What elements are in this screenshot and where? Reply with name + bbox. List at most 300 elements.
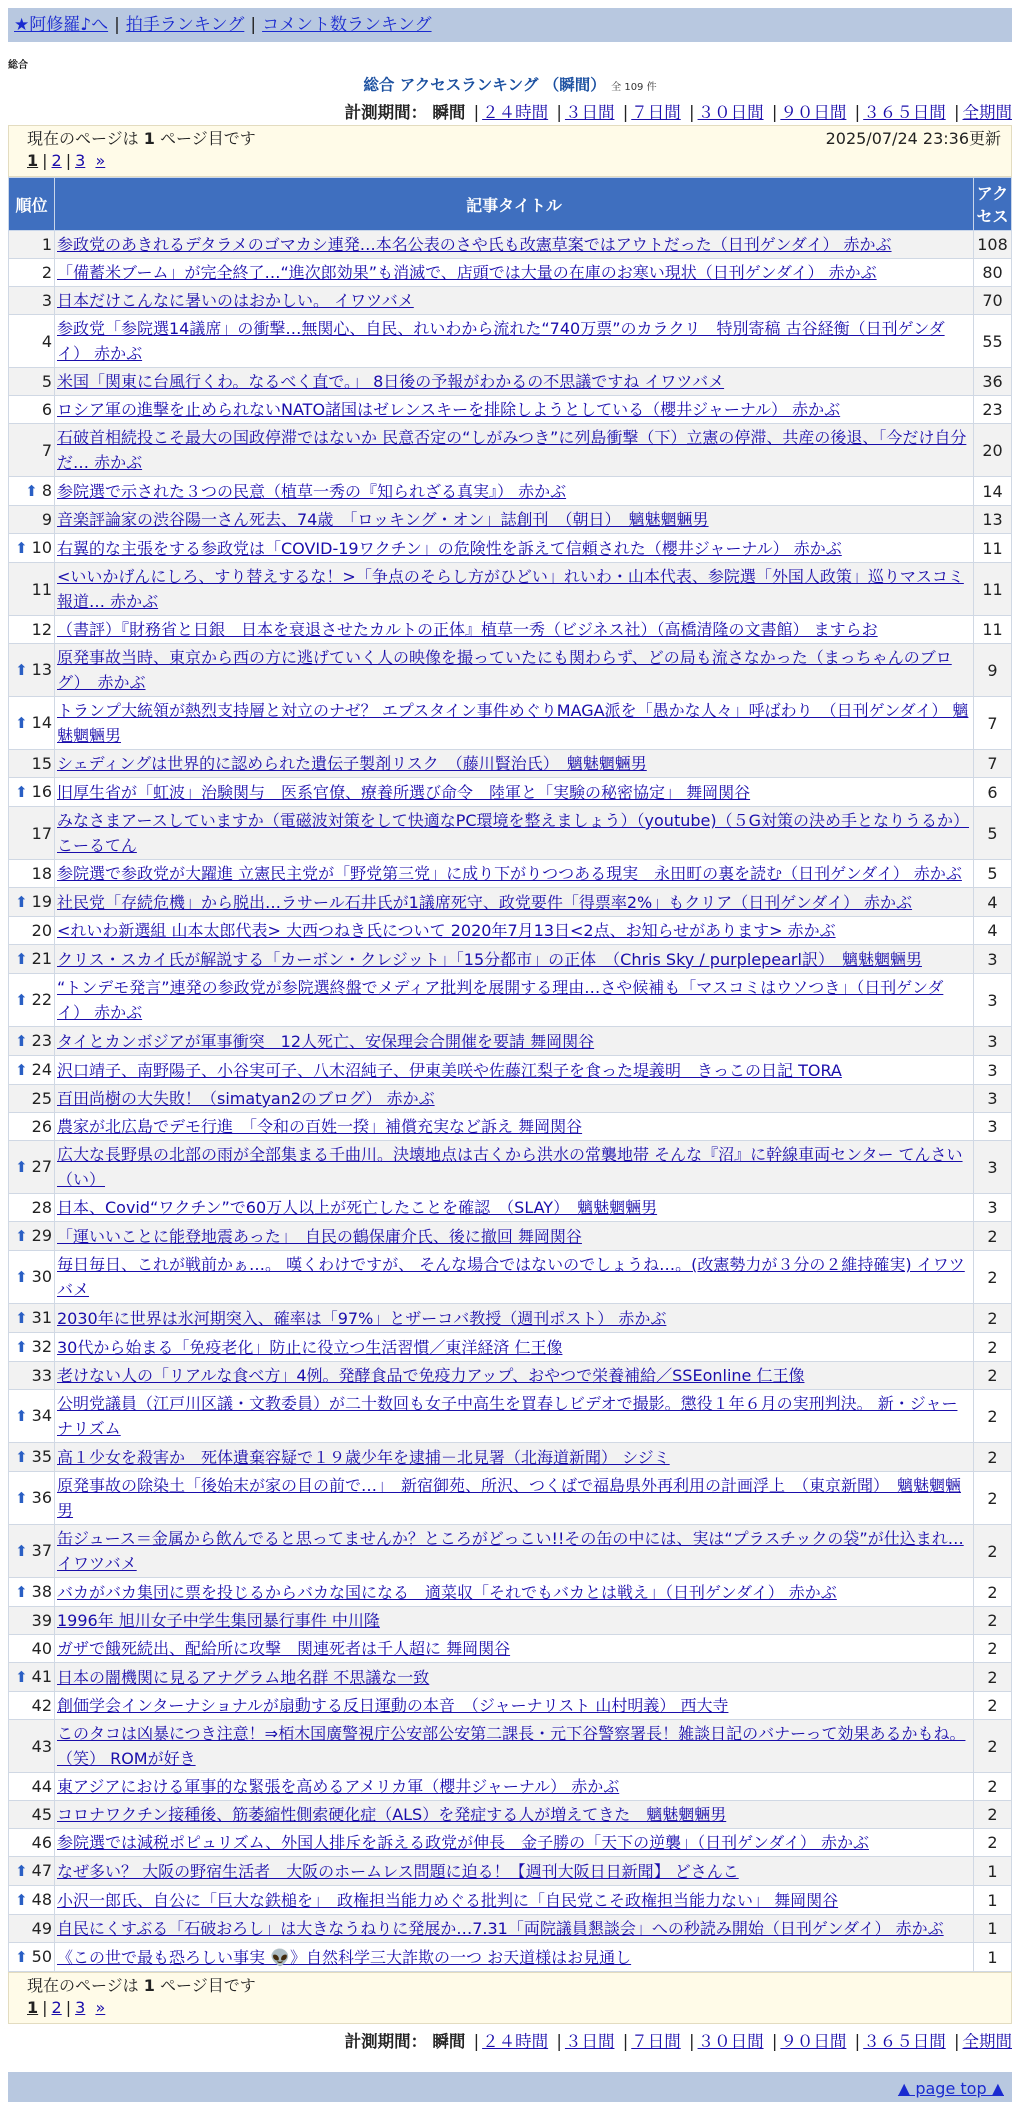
top-navigation (8, 8, 1012, 42)
ranking-count: 全 109 件 (611, 82, 657, 93)
table-row (9, 807, 1012, 860)
article-title-link[interactable]: シェディングは世界的に認められた遺伝子製剤リスク （藤川賢治氏） 魑魅魍魎男 (57, 754, 647, 773)
access-count: 14 (974, 477, 1012, 506)
period-selector-bottom: 計測期間： 瞬間 | ２４時間 | ３日間 | ７日間 | ３０日間 | ９０日間 | ３６５日間 | 全期間 (344, 2032, 1012, 2051)
article-title-link[interactable]: コロナワクチン接種後、筋萎縮性側索硬化症（ALS）を発症する人が増えてきた 魑魅魍魎男 (57, 1805, 727, 1824)
article-title-link[interactable]: 30代から始まる「免疫老化」防止に役立つ生活習慣／東洋経済 仁王像 (57, 1337, 563, 1357)
rank-cell (9, 945, 55, 974)
page-top-link[interactable]: ▲ page top ▲ (897, 2079, 1004, 2098)
article-title-link[interactable]: バカがバカ集団に票を投じるからバカな国になる 適菜収「それでもバカとは戦え」（日刊ゲンダイ） 赤かぶ (57, 1582, 837, 1602)
rank-number: 31 (31, 1308, 52, 1327)
table-row (9, 1085, 1012, 1113)
access-count: 2 (974, 1692, 1012, 1720)
rank-cell (9, 1857, 55, 1886)
rank-number: 47 (31, 1861, 52, 1880)
access-count: 2 (974, 1443, 1012, 1472)
access-count: 5 (974, 807, 1012, 860)
category-label: 総合 (8, 60, 28, 71)
table-row (9, 860, 1012, 888)
rank-cell (9, 424, 55, 477)
title-cell (55, 1472, 974, 1525)
page-status-box-top (8, 125, 1012, 177)
rank-cell (9, 563, 55, 616)
rank-number: 34 (31, 1406, 52, 1425)
title-cell (55, 974, 974, 1027)
title-cell (55, 534, 974, 563)
rank-number: 33 (31, 1366, 52, 1385)
rank-cell (9, 697, 55, 750)
access-count: 80 (974, 259, 1012, 287)
access-count: 2 (974, 1773, 1012, 1801)
pager-page-3[interactable]: 3 (75, 1998, 86, 2017)
rank-number: 15 (31, 754, 52, 773)
access-count: 2 (974, 1222, 1012, 1251)
article-title-link[interactable]: 参政党のあきれるデタラメのゴマカシ連発…本名公表のさや氏も改憲草案ではアウトだった（日刊ゲンダイ） 赤かぶ (57, 235, 892, 254)
title-cell (55, 945, 974, 974)
pager-current: 1 (27, 151, 39, 170)
article-title-link[interactable]: “トンデモ発言”連発の参政党が参院選終盤でメディア批判を展開する理由…さや候補も「マスコミはウソつき」（日刊ゲンダイ） 赤かぶ (57, 978, 944, 1022)
rank-up-arrow-icon: ⬆ (15, 714, 28, 732)
rank-up-arrow-icon: ⬆ (15, 1407, 28, 1425)
rank-number: 41 (31, 1667, 52, 1686)
rank-number: 28 (31, 1198, 52, 1217)
rank-number: 17 (31, 823, 52, 843)
rank-cell (9, 1141, 55, 1194)
rank-up-arrow-icon: ⬆ (15, 1061, 28, 1079)
article-title-link[interactable]: みなさまアースしていますか（電磁波対策をして快適なPC環境を整えましょう）（youtube)（５G対策の決め手となりうるか） こーるてん (57, 811, 969, 855)
rank-number: 16 (31, 782, 52, 801)
title-cell (55, 697, 974, 750)
rank-number: 25 (31, 1089, 52, 1108)
title-cell (55, 231, 974, 259)
rank-cell (9, 1333, 55, 1362)
rank-up-arrow-icon: ⬆ (15, 1948, 28, 1966)
rank-number: 3 (41, 291, 52, 310)
rank-number: 8 (41, 481, 52, 500)
rank-cell (9, 778, 55, 807)
access-count: 2 (974, 1663, 1012, 1692)
rank-number: 19 (31, 892, 52, 911)
rank-cell (9, 1886, 55, 1915)
access-count: 2 (974, 1801, 1012, 1829)
title-cell (55, 1141, 974, 1194)
period-7d-link[interactable]: ７日間 (631, 103, 681, 122)
rank-up-arrow-icon: ⬆ (15, 1309, 28, 1327)
rank-number: 42 (31, 1696, 52, 1715)
article-title-link[interactable]: 参院選で参政党が大躍進 立憲民主党が「野党第三党」に成り下がりつつある現実 永田町の裏を読む（日刊ゲンダイ） 赤かぶ (57, 864, 962, 883)
article-title-link[interactable]: タイとカンボジアが軍事衝突 12人死亡、安保理会合開催を要請 舞岡関谷 (57, 1031, 595, 1051)
ranking-table (8, 177, 1012, 1972)
table-row (9, 1886, 1012, 1915)
rank-number: 11 (31, 579, 52, 599)
title-cell (55, 424, 974, 477)
rank-cell (9, 1251, 55, 1304)
ranking-body (9, 231, 1012, 1972)
rank-number: 20 (31, 921, 52, 940)
article-title-link[interactable]: 毎日毎日、これが戦前かぁ…。 嘆くわけですが、 そんな場合ではないのでしょうね…。(改憲勢力が３分の２維持確実) イワツバメ (57, 1255, 965, 1299)
article-title-link[interactable]: （書評）『財務省と日銀 日本を衰退させたカルトの正体』植草一秀（ビジネス社）（高橋清隆の文書館） ますらお (57, 620, 878, 639)
page-title (0, 73, 1020, 95)
access-count: 3 (974, 1194, 1012, 1222)
table-row (9, 1915, 1012, 1943)
rank-cell (9, 917, 55, 945)
title-cell (55, 860, 974, 888)
article-title-link[interactable]: 参院選で示された３つの民意（植草一秀の『知られざる真実』） 赤かぶ (57, 481, 567, 501)
rank-number: 7 (41, 440, 52, 460)
article-title-link[interactable]: 百田尚樹の大失敗！（simatyan2のブログ） 赤かぶ (57, 1089, 435, 1108)
table-row (9, 1607, 1012, 1635)
article-title-link[interactable]: クリス・スカイ氏が解説する「カーボン・クレジット」「15分都市」の正体 （Chris Sky / purplepearl訳） 魑魅魍魎男 (57, 949, 922, 969)
article-title-link[interactable]: このタコは凶暴につき注意！⇒栢木国廣警視庁公安部公安第二課長・元下谷警察署長！雑談日記のバナーって効果あるかもね。（笑） ROMが好き (57, 1724, 966, 1768)
period-current: 瞬間 (432, 103, 466, 122)
table-row (9, 315, 1012, 368)
article-title-link[interactable]: ロシア軍の進撃を止められないNATO諸国はゼレンスキーを排除しようとしている（櫻井ジャーナル） 赤かぶ (57, 400, 841, 419)
access-count: 55 (974, 315, 1012, 368)
title-cell (55, 1578, 974, 1607)
title-cell (55, 1801, 974, 1829)
access-count: 7 (974, 750, 1012, 778)
article-title-link[interactable]: 社民党「存続危機」から脱出…ラサール石井氏が1議席死守、政党要件「得票率2%」もクリア（日刊ゲンダイ） 赤かぶ (57, 892, 913, 912)
title-cell (55, 888, 974, 917)
access-count: 1 (974, 1915, 1012, 1943)
rank-number: 29 (31, 1226, 52, 1245)
rank-up-arrow-icon: ⬆ (25, 482, 38, 500)
pager-page-2[interactable]: 2 (51, 151, 62, 170)
table-row (9, 424, 1012, 477)
article-title-link[interactable]: トランプ大統領が熱烈支持層と対立のナゼ？ エプスタイン事件めぐりMAGA派を「愚かな人々」呼ばわり （日刊ゲンダイ） 魑魅魍魎男 (57, 701, 969, 745)
access-count: 70 (974, 287, 1012, 315)
access-count: 11 (974, 534, 1012, 563)
access-count: 13 (974, 506, 1012, 534)
article-title-link[interactable]: 老けない人の「リアルな食べ方」4例。発酵食品で免疫力アップ、おやつで栄養補給／SSEonline 仁王像 (57, 1366, 805, 1385)
rank-up-arrow-icon: ⬆ (15, 1668, 28, 1686)
article-title-link[interactable]: 缶ジュース＝金属から飲んでると思ってませんか？ところがどっこい!!その缶の中には、実は“プラスチックの袋”が仕込まれ… イワツバメ (57, 1529, 964, 1573)
table-row (9, 396, 1012, 424)
access-count: 2 (974, 1390, 1012, 1443)
access-count: 2 (974, 1635, 1012, 1663)
rank-number: 23 (31, 1031, 52, 1050)
title-cell (55, 1085, 974, 1113)
access-count: 2 (974, 1251, 1012, 1304)
table-row (9, 1333, 1012, 1362)
access-count: 20 (974, 424, 1012, 477)
period-24h-link[interactable]: ２４時間 (482, 103, 549, 122)
rank-cell (9, 477, 55, 506)
rank-number: 32 (31, 1337, 52, 1356)
title-cell (55, 1915, 974, 1943)
rank-cell (9, 860, 55, 888)
access-count: 108 (974, 231, 1012, 259)
rank-number: 46 (31, 1833, 52, 1852)
table-row (9, 1251, 1012, 1304)
article-title-link[interactable]: 「運いいことに能登地震あった」 自民の鶴保庸介氏、後に撤回 舞岡関谷 (57, 1226, 582, 1246)
article-title-link[interactable]: 日本の闇機関に見るアナグラム地名群 不思議な一致 (57, 1667, 430, 1687)
rank-number: 5 (41, 372, 52, 391)
period-all-link[interactable]: 全期間 (962, 103, 1012, 122)
article-title-link[interactable]: 東アジアにおける軍事的な緊張を高めるアメリカ軍（櫻井ジャーナル） 赤かぶ (57, 1777, 620, 1796)
rank-cell (9, 1829, 55, 1857)
article-title-link[interactable]: 日本だけこんなに暑いのはおかしい。 イワツバメ (57, 291, 414, 310)
access-count: 1 (974, 1886, 1012, 1915)
article-title-link[interactable]: 創価学会インターナショナルが扇動する反日運動の本音 （ジャーナリスト 山村明義） 西大寺 (57, 1696, 729, 1715)
rank-cell (9, 315, 55, 368)
article-title-link[interactable]: 公明党議員（江戸川区議・文教委員）が二十数回も女子中高生を買春しビデオで撮影。懲役１年６月の実刑判決。 新・ジャーナリズム (57, 1394, 958, 1438)
separator: | (114, 15, 120, 35)
article-title-link[interactable]: ガザで餓死続出、配給所に攻撃 関連死者は千人超に 舞岡関谷 (57, 1639, 511, 1658)
pager-next[interactable]: » (95, 1998, 106, 2017)
table-row (9, 888, 1012, 917)
period-7d-link[interactable]: ７日間 (631, 2032, 681, 2051)
pager-page-3[interactable]: 3 (75, 151, 86, 170)
rank-cell (9, 1390, 55, 1443)
rank-cell (9, 1578, 55, 1607)
rank-number: 13 (31, 660, 52, 679)
table-row (9, 1857, 1012, 1886)
rank-cell (9, 1773, 55, 1801)
rank-number: 38 (31, 1582, 52, 1601)
title-cell (55, 563, 974, 616)
title-cell (55, 1362, 974, 1390)
table-row (9, 1113, 1012, 1141)
rank-number: 27 (31, 1157, 52, 1176)
rank-cell (9, 259, 55, 287)
access-count: 2 (974, 1578, 1012, 1607)
table-row (9, 259, 1012, 287)
period-30d-link[interactable]: ３０日間 (697, 2032, 764, 2051)
table-row (9, 506, 1012, 534)
rank-up-arrow-icon: ⬆ (15, 1489, 28, 1507)
rank-cell (9, 974, 55, 1027)
title-cell (55, 1829, 974, 1857)
access-count: 11 (974, 616, 1012, 644)
rank-cell (9, 1085, 55, 1113)
home-link[interactable]: ★阿修羅♪へ (14, 15, 109, 35)
rank-number: 45 (31, 1805, 52, 1824)
table-row (9, 778, 1012, 807)
article-title-link[interactable]: 原発事故の除染土「後始末が家の目の前で…」 新宿御苑、所沢、つくばで福島県外再利用の計画浮上 （東京新聞） 魑魅魍魎男 (57, 1476, 962, 1520)
title-cell (55, 315, 974, 368)
rank-number: 50 (31, 1947, 52, 1966)
rank-cell (9, 368, 55, 396)
pager-page-2[interactable]: 2 (51, 1998, 62, 2017)
rank-cell (9, 1635, 55, 1663)
access-count: 11 (974, 563, 1012, 616)
article-title-link[interactable]: <れいわ新選組 山本太郎代表> 大西つねき氏について 2020年7月13日<2点、お知らせがあります> 赤かぶ (57, 921, 836, 940)
article-title-link[interactable]: 参院選では減税ポピュリズム、外国人排斥を訴える政党が伸長 金子勝の「天下の逆襲」（日刊ゲンダイ） 赤かぶ (57, 1833, 869, 1852)
article-title-link[interactable]: <いいかげんにしろ、すり替えするな！>「争点のそらし方がひどい」れいわ・山本代表、参院選「外国人政策」巡りマスコミ報道… 赤かぶ (57, 567, 964, 611)
ranking-title: 総合 アクセスランキング （瞬間） (363, 76, 606, 94)
access-count: 2 (974, 1607, 1012, 1635)
rank-cell (9, 1027, 55, 1056)
article-title-link[interactable]: 広大な長野県の北部の雨が全部集まる千曲川。決壊地点は古くから洪水の常襲地帯 そんな『沼』に幹線車両センター てんさい（い） (57, 1145, 963, 1189)
access-count: 2 (974, 1720, 1012, 1773)
rank-number: 10 (31, 538, 52, 557)
access-count: 9 (974, 644, 1012, 697)
table-row (9, 644, 1012, 697)
rank-number: 43 (31, 1736, 52, 1756)
rank-cell (9, 1443, 55, 1472)
rank-number: 14 (31, 713, 52, 732)
period-24h-link[interactable]: ２４時間 (482, 2032, 549, 2051)
access-count: 2 (974, 1362, 1012, 1390)
rank-number: 49 (31, 1919, 52, 1938)
article-title-link[interactable]: 2030年に世界は氷河期突入、確率は「97%」とザーコバ教授（週刊ポスト） 赤かぶ (57, 1308, 667, 1328)
table-row (9, 1525, 1012, 1578)
rank-number: 12 (31, 620, 52, 639)
table-row (9, 1304, 1012, 1333)
access-count: 2 (974, 1333, 1012, 1362)
article-title-link[interactable]: 高１少女を殺害か 死体遺棄容疑で１９歳少年を逮捕－北見署（北海道新聞） シジミ (57, 1447, 670, 1467)
rank-number: 24 (31, 1060, 52, 1079)
rank-up-arrow-icon: ⬆ (15, 1227, 28, 1245)
table-row (9, 1390, 1012, 1443)
rank-number: 35 (31, 1447, 52, 1466)
article-title-link[interactable]: 日本、Covid“ワクチン”で60万人以上が死亡したことを確認 （SLAY） 魑魅魍魎男 (57, 1198, 658, 1217)
access-count: 36 (974, 368, 1012, 396)
rank-cell (9, 1194, 55, 1222)
updated-timestamp: 2025/07/24 23:36更新 (825, 129, 1001, 148)
table-header-row (9, 178, 1012, 231)
rank-cell (9, 807, 55, 860)
article-title-link[interactable]: 「備蓄米ブーム」が完全終了…“進次郎効果”も消滅で、店頭では大量の在庫のお寒い現状（日刊ゲンダイ） 赤かぶ (57, 263, 877, 282)
article-title-link[interactable]: 参政党「参院選14議席」の衝撃…無関心、自民、れいわから流れた“740万票”のカラクリ 特別寄稿 古谷経衡（日刊ゲンダイ） 赤かぶ (57, 319, 945, 363)
article-title-link[interactable]: 《この世で最も恐ろしい事実 👽》自然科学三大詐欺の一つ お天道様はお見通し (57, 1947, 632, 1967)
rank-cell (9, 616, 55, 644)
article-title-link[interactable]: 石破首相続投こそ最大の国政停滞ではないか 民意否定の“しがみつき”に列島衝撃（下）立憲の停滞、共産の後退、「今だけ自分だ… 赤かぶ (57, 428, 967, 472)
period-90d-link[interactable]: ９０日間 (780, 103, 847, 122)
title-cell (55, 1194, 974, 1222)
title-cell (55, 1635, 974, 1663)
title-cell (55, 1304, 974, 1333)
title-cell (55, 368, 974, 396)
pager-current: 1 (27, 1998, 39, 2017)
title-cell (55, 1251, 974, 1304)
title-cell (55, 1056, 974, 1085)
pagination-top: 1 | 2 | 3 » (27, 151, 106, 170)
title-cell (55, 1720, 974, 1773)
current-page-text: 現在のページは 1 ページ目です (27, 129, 256, 148)
access-count: 1 (974, 1943, 1012, 1972)
rank-number: 4 (41, 331, 52, 351)
period-90d-link[interactable]: ９０日間 (780, 2032, 847, 2051)
article-title-link[interactable]: 沢口靖子、南野陽子、小谷実可子、八木沼純子、伊東美咲や佐藤江梨子を食った堤義明 きっこの日記 TORA (57, 1060, 842, 1080)
rank-cell (9, 1222, 55, 1251)
table-row (9, 534, 1012, 563)
current-page-text: 現在のページは 1 ページ目です (27, 1976, 256, 1995)
article-title-link[interactable]: 小沢一郎氏、自公に「巨大な鉄槌を」 政権担当能力めぐる批判に「自民党こそ政権担当能力ない」 舞岡関谷 (57, 1890, 839, 1910)
period-all-link[interactable]: 全期間 (962, 2032, 1012, 2051)
rank-number: 26 (31, 1117, 52, 1136)
rank-cell (9, 1801, 55, 1829)
rank-cell (9, 888, 55, 917)
title-cell (55, 807, 974, 860)
separator: | (250, 15, 257, 35)
article-title-link[interactable]: 右翼的な主張をする参政党は「COVID-19ワクチン」の危険性を訴えて信頼された（櫻井ジャーナル） 赤かぶ (57, 538, 842, 558)
access-count: 2 (974, 1829, 1012, 1857)
rank-up-arrow-icon: ⬆ (15, 1542, 28, 1560)
rank-cell (9, 1304, 55, 1333)
article-title-link[interactable]: 1996年 旭川女子中学生集団暴行事件 中川隆 (57, 1611, 380, 1630)
article-title-link[interactable]: 米国「関東に台風行くわ。なるべく直で。」 8日後の予報がわかるの不思議ですね イワツバメ (57, 372, 725, 391)
access-count: 3 (974, 1113, 1012, 1141)
rank-cell (9, 1472, 55, 1525)
comment-ranking-link[interactable]: コメント数ランキング (262, 15, 432, 35)
period-365d-link[interactable]: ３６５日間 (863, 2032, 946, 2051)
table-row (9, 1829, 1012, 1857)
table-row (9, 1056, 1012, 1085)
rank-up-arrow-icon: ⬆ (15, 1891, 28, 1909)
rank-up-arrow-icon: ⬆ (15, 893, 28, 911)
access-count: 3 (974, 1085, 1012, 1113)
period-label: 計測期間： (344, 103, 428, 122)
rank-cell (9, 1663, 55, 1692)
title-cell (55, 396, 974, 424)
rank-up-arrow-icon: ⬆ (15, 1338, 28, 1356)
table-row (9, 1692, 1012, 1720)
access-count: 3 (974, 974, 1012, 1027)
rank-cell (9, 231, 55, 259)
table-row (9, 1943, 1012, 1972)
bottom-bar (8, 2072, 1012, 2102)
article-title-link[interactable]: 原発事故当時、東京から西の方に逃げていく人の映像を撮っていたにも関わらず、どの局も流さなかった（まっちゃんのブログ） 赤かぶ (57, 648, 952, 692)
rank-number: 39 (31, 1611, 52, 1630)
title-cell (55, 1663, 974, 1692)
article-title-link[interactable]: 農家が北広島でデモ行進 「令和の百姓一揆」補償充実など訴え 舞岡関谷 (57, 1117, 583, 1136)
title-cell (55, 1222, 974, 1251)
table-row (9, 1222, 1012, 1251)
rank-cell (9, 1720, 55, 1773)
title-cell (55, 1443, 974, 1472)
title-cell (55, 1773, 974, 1801)
article-title-link[interactable]: 音楽評論家の渋谷陽一さん死去、74歳 「ロッキング・オン」誌創刊 （朝日） 魑魅魍魎男 (57, 510, 709, 529)
pager-next[interactable]: » (95, 151, 106, 170)
table-row (9, 750, 1012, 778)
rank-number: 30 (31, 1267, 52, 1286)
table-row (9, 1578, 1012, 1607)
clap-ranking-link[interactable]: 拍手ランキング (125, 15, 245, 35)
period-3d-link[interactable]: ３日間 (564, 103, 615, 122)
rank-up-arrow-icon: ⬆ (15, 1448, 28, 1466)
title-cell (55, 1390, 974, 1443)
period-365d-link[interactable]: ３６５日間 (863, 103, 946, 122)
rank-number: 18 (31, 864, 52, 883)
period-selector-top: 計測期間： 瞬間 | ２４時間 | ３日間 | ７日間 | ３０日間 | ９０日間 | ３６５日間 | 全期間 (344, 103, 1012, 122)
article-title-link[interactable]: 自民にくすぶる「石破おろし」は大きなうねりに発展か…7.31「両院議員懇談会」への秒読み開始（日刊ゲンダイ） 赤かぶ (57, 1919, 944, 1938)
rank-cell (9, 1943, 55, 1972)
period-3d-link[interactable]: ３日間 (564, 2032, 615, 2051)
access-count: 2 (974, 1304, 1012, 1333)
table-row (9, 917, 1012, 945)
rank-cell (9, 750, 55, 778)
rank-up-arrow-icon: ⬆ (15, 539, 28, 557)
access-count: 5 (974, 860, 1012, 888)
article-title-link[interactable]: 旧厚生省が「虹波」治験関与 医系官僚、療養所選び命令 陸軍と「実験の秘密協定」 舞岡関谷 (57, 782, 751, 802)
title-cell (55, 1943, 974, 1972)
article-title-link[interactable]: なぜ多い？ 大阪の野宿生活者 大阪のホームレス問題に迫る！【週刊大阪日日新聞】 どさんこ (57, 1861, 739, 1881)
access-count: 7 (974, 697, 1012, 750)
title-cell (55, 287, 974, 315)
rank-cell (9, 396, 55, 424)
table-row (9, 616, 1012, 644)
table-row (9, 1027, 1012, 1056)
title-cell (55, 1607, 974, 1635)
title-cell (55, 750, 974, 778)
period-30d-link[interactable]: ３０日間 (697, 103, 764, 122)
table-row (9, 697, 1012, 750)
rank-number: 40 (31, 1639, 52, 1658)
rank-number: 2 (41, 263, 52, 282)
pagination-bottom: 1 | 2 | 3 » (27, 1998, 106, 2017)
